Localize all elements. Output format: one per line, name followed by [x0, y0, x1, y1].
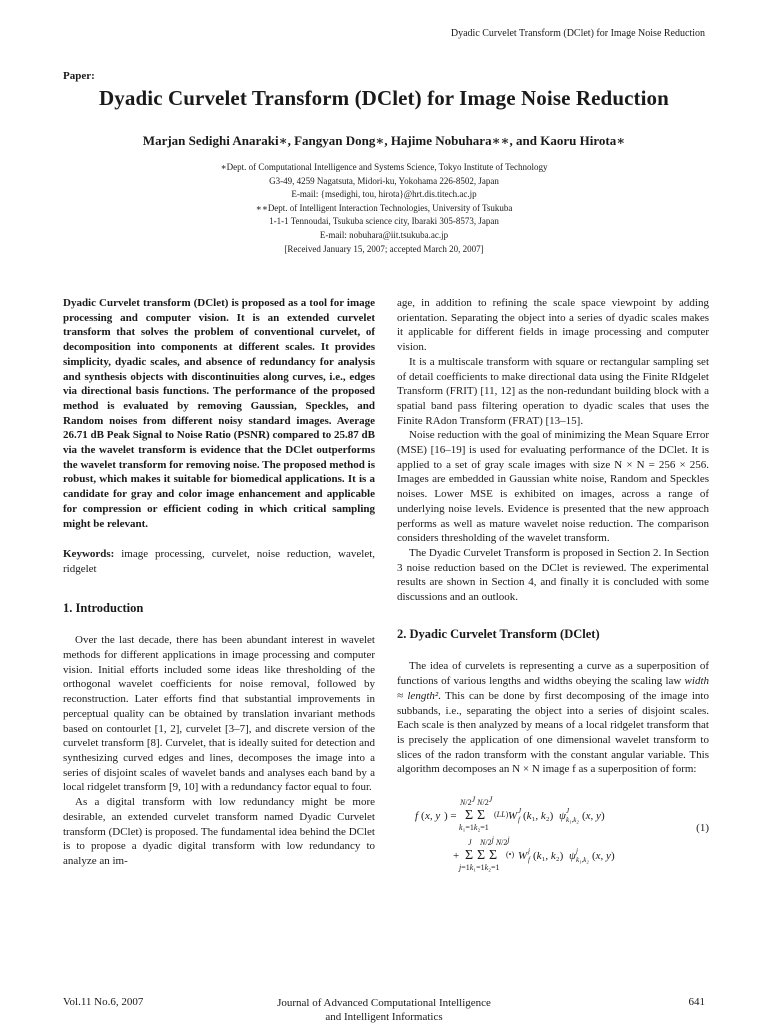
journal-name-line: and Intelligent Informatics	[325, 1011, 443, 1023]
svg-text:W: W	[518, 850, 528, 863]
svg-text:k₁,k₂: k₁,k₂	[566, 816, 579, 825]
svg-text:x, y: x, y	[425, 810, 441, 823]
svg-text:Σ: Σ	[477, 808, 486, 824]
paper-label: Paper:	[63, 70, 95, 82]
svg-text:J: J	[566, 807, 570, 816]
svg-text:Σ: Σ	[477, 848, 486, 864]
equation-graphic	[397, 783, 709, 875]
footer-journal	[0, 996, 768, 1024]
svg-text:(•): (•)	[506, 850, 515, 860]
keywords	[63, 547, 375, 576]
svg-text:J: J	[518, 807, 522, 816]
paper-title: Dyadic Curvelet Transform (DClet) for Image Noise Reduction	[99, 86, 669, 110]
svg-text:Σ: Σ	[465, 848, 474, 864]
svg-text:J: J	[468, 838, 472, 848]
intro-paragraph: Over the last decade, there has been abundant interest in wavelet methods for different applications in image processing and computer vision. Initial efforts included some ideas like thresholding of the orthogonal wavelet coefficients for noise removal, followed by reconstruction. Later efforts find that substantial improvements in perceptual quality can be obtained by translation invariant methods based on contourlet [1, 2], curvelet [3–7], and discrete version of the curvelet transform [8]. Curvelet, that is ideally suited for detection and synthesizing curved edges and lines, decomposes the image into a series of disjoint scales of wavelet bands and analyses each band by a local ridgelet transform [9, 10] with a redundancy factor equal to four.	[63, 634, 375, 794]
svg-text:j: j	[576, 847, 578, 856]
section2-paragraph	[397, 659, 709, 777]
svg-text:k₁,k₂: k₁,k₂	[576, 856, 589, 865]
svg-text:k₁=1k₂=1: k₁=1k₂=1	[459, 823, 489, 833]
svg-text:(: (	[421, 810, 425, 823]
equation-number: (1)	[696, 822, 709, 835]
svg-text:(x, y): (x, y)	[582, 810, 605, 823]
affiliations	[0, 161, 768, 256]
affiliation-line: G3-49, 4259 Nagatsuta, Midori-ku, Yokohama 226-8502, Japan	[269, 175, 499, 186]
section2-text-before: The idea of curvelets is representing a curve as a superposition of functions of various lengths and widths obeying the scaling law	[397, 660, 709, 688]
affiliation-email: E-mail: nobuhara@iit.tsukuba.ac.jp	[319, 229, 449, 240]
svg-text:f: f	[415, 810, 419, 823]
author-list: Marjan Sedighi Anaraki∗, Fangyan Dong∗, Hajime Nobuhara∗∗, and Kaoru Hirota∗	[142, 133, 626, 148]
svg-text:) =: ) =	[444, 810, 457, 823]
svg-text:N/2j N/2j: N/2j N/2j	[480, 835, 510, 848]
svg-text:f: f	[518, 816, 520, 825]
svg-text:(LL): (LL)	[494, 810, 509, 820]
svg-text:j=1k₁=1k₂=1: j=1k₁=1k₂=1	[459, 863, 500, 873]
body-paragraph: The Dyadic Curvelet Transform is proposed in Section 2. In Section 3 noise reduction based on the DClet is reviewed. The experimental results are shown in Section 4, and finally it is concluded with some discussions and an outlook.	[397, 546, 709, 604]
scaling-law: width ≈ length²	[397, 675, 709, 702]
svg-text:(k₁, k₂): (k₁, k₂)	[533, 850, 564, 863]
equation-1	[397, 783, 709, 875]
section-heading-dclet: 2. Dyadic Curvelet Transform (DClet)	[397, 626, 600, 641]
svg-text:ψ: ψ	[559, 810, 566, 823]
section2-text-after: . This can be done by first decomposing of the image into subbands, i.e., separating the object into a series of disjoint scales. Each scale is then analyzed by means of a local ridgelet transform that is precisely the application of one dimensional wavelet transform to slices of the radon transform with the constant angular variable. This algorithm decomposes an N × N image f as a superposition of form:	[397, 689, 709, 776]
intro-paragraph: As a digital transform with low redundancy might be more desirable, an extended curvelet transform named Dyadic Curvelet transform (DClet) is proposed. The fundamental idea behind the DClet is to propose a dyadic digital transform with low redundancy to analyze an im-	[63, 796, 375, 867]
abstract: Dyadic Curvelet transform (DClet) is proposed as a tool for image processing and computer vision. It is an extended curvelet transform that solves the problem of conventional curvelet, of decomposition into components at different scales. It provides simplicity, dyadic scales, and absence of redundancy for analysis and synthesis objects with discontinuities along curves, i.e., edges via directional basis functions. The performance of the proposed method is evaluated by removing Gaussian, Speckles, and Random noises from different noisy standard images. Average 26.71 dB Peak Signal to Noise Ratio (PSNR) compared to 25.87 dB via the wavelet transform is evidence that the DClet outperforms the wavelet transform for removing noise. The proposed method is robust, which makes it suitable for biomedical applications. It is a candidate for gray and color image enhancement and applicable for compression or efficient coding in which critical sampling might be relevant.	[63, 297, 375, 530]
affiliation-line: ∗Dept. of Computational Intelligence and Systems Science, Tokyo Institute of Technology	[220, 162, 548, 172]
affiliation-email: E-mail: {msedighi, tou, hirota}@hrt.dis.titech.ac.jp	[291, 189, 477, 200]
left-column	[63, 296, 375, 869]
svg-text:N/2J N/2J: N/2J N/2J	[460, 795, 493, 808]
svg-text:(x, y): (x, y)	[592, 850, 615, 863]
section-heading-introduction: 1. Introduction	[63, 600, 144, 615]
body-paragraph: It is a multiscale transform with square or rectangular sampling set of detail coefficients to make directional data using the Finite RIdgelet Transform (FRIT) [11, 12] as the non-redundant building block with a spatial band pass filtering operation to dyadic scales that uses the Finite RAdon Transform (FRAT) [13–15].	[397, 355, 709, 427]
svg-text:Σ: Σ	[489, 848, 498, 864]
page-number: 641	[688, 996, 705, 1008]
svg-text:+: +	[453, 850, 460, 863]
svg-text:j: j	[528, 847, 530, 856]
running-head: Dyadic Curvelet Transform (DClet) for Image Noise Reduction	[450, 28, 705, 39]
received-dates: [Received January 15, 2007; accepted March 20, 2007]	[284, 243, 484, 254]
footer-volume: Vol.11 No.6, 2007	[63, 996, 144, 1008]
affiliation-line: 1-1-1 Tennoudai, Tsukuba science city, Ibaraki 305-8573, Japan	[269, 216, 499, 227]
svg-text:W: W	[508, 810, 518, 823]
svg-text:Σ: Σ	[465, 808, 474, 824]
svg-text:ψ: ψ	[569, 850, 576, 863]
affiliation-line: ∗∗Dept. of Intelligent Interaction Technologies, University of Tsukuba	[255, 202, 513, 213]
keywords-label: Keywords:	[63, 548, 115, 561]
journal-name-line: Journal of Advanced Computational Intelligence	[277, 997, 491, 1009]
svg-text:f: f	[528, 856, 530, 865]
keywords-text: image processing, curvelet, noise reduction, wavelet, ridgelet	[63, 548, 376, 575]
body-paragraph: age, in addition to refining the scale space viewpoint by adding orientation. Separating the object into a series of dyadic scales makes it applicable for different fields in image processing and computer vision.	[397, 297, 709, 354]
svg-text:(k₁, k₂): (k₁, k₂)	[523, 810, 554, 823]
body-paragraph: Noise reduction with the goal of minimizing the Mean Square Error (MSE) [16–19] is used for evaluating performance of the DClet. It is applied to a set of gray scale images with size N × N = 256 × 256. Images are embedded in Gaussian white noise, Random and Speckles noises. Lower MSE is exhibited on images, across a range of underlying noise levels. Evidence is presented that the new approach performs as well as mature wavelet noise reduction. The comparison considers thresholding of the wavelet transform.	[397, 429, 709, 545]
right-column	[397, 296, 709, 875]
